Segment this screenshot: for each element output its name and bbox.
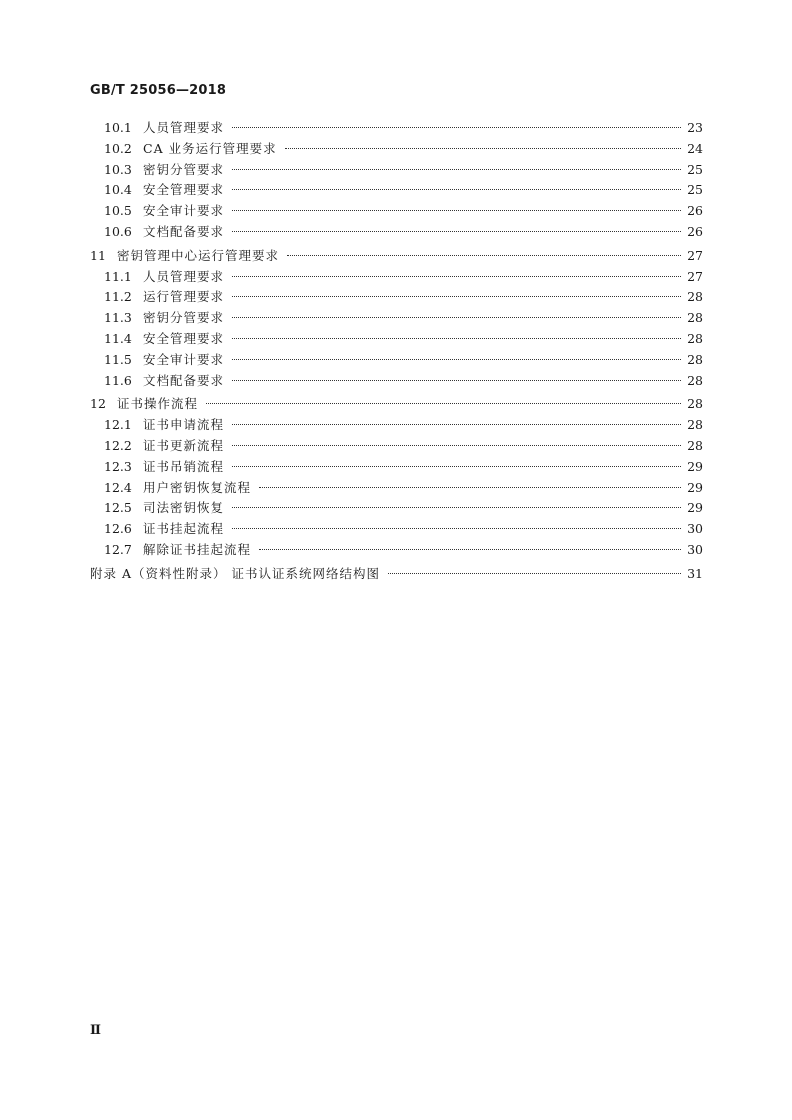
toc-entry-title: 司法密钥恢复 xyxy=(143,500,225,516)
dot-leader xyxy=(232,380,681,381)
toc-entry-title: 安全审计要求 xyxy=(143,203,225,219)
toc-entry[interactable] xyxy=(90,371,703,392)
dot-leader xyxy=(232,231,681,232)
dot-leader xyxy=(232,507,681,508)
toc-entry-title: 证书更新流程 xyxy=(143,437,225,453)
toc-entry-title: 人员管理要求 xyxy=(143,268,225,284)
toc-entry[interactable] xyxy=(90,308,703,329)
toc-entry[interactable] xyxy=(90,139,703,160)
dot-leader xyxy=(287,255,681,256)
dot-leader xyxy=(232,359,681,360)
toc-entry[interactable] xyxy=(90,540,703,561)
dot-leader xyxy=(232,210,681,211)
toc-entry-page: 28 xyxy=(687,351,703,367)
toc-entry-number: 10.6 xyxy=(104,223,132,239)
toc-entry-number: 11.2 xyxy=(104,289,132,305)
toc-entry-number: 10.3 xyxy=(104,161,132,177)
toc-entry-page: 25 xyxy=(687,182,703,198)
toc-entry-page: 28 xyxy=(687,437,703,453)
toc-entry[interactable] xyxy=(90,436,703,457)
toc-entry-page: 24 xyxy=(687,140,703,156)
toc-entry-page: 31 xyxy=(687,565,703,581)
toc-entry[interactable] xyxy=(90,118,703,139)
toc-entry[interactable] xyxy=(90,415,703,436)
toc-entry-title: 密钥分管要求 xyxy=(143,310,225,326)
doc-id: GB/T 25056—2018 xyxy=(90,83,227,98)
dot-leader xyxy=(232,276,681,277)
toc-entry-page: 26 xyxy=(687,223,703,239)
toc-entry[interactable] xyxy=(90,394,703,415)
toc-entry-number: 12.3 xyxy=(104,458,132,474)
toc-entry-number: 10.5 xyxy=(104,203,132,219)
toc-entry[interactable] xyxy=(90,222,703,243)
toc-entry-title: 文档配备要求 xyxy=(143,372,225,388)
toc-entry-page: 27 xyxy=(687,268,703,284)
toc-entry[interactable] xyxy=(90,180,703,201)
toc-entry-title: 解除证书挂起流程 xyxy=(143,541,252,557)
toc-entry-number: 12.7 xyxy=(104,541,132,557)
toc-entry-number: 12.5 xyxy=(104,500,132,516)
toc-entry-number: 11.1 xyxy=(104,268,132,284)
toc-entry-number: 10.4 xyxy=(104,182,132,198)
dot-leader xyxy=(388,573,681,574)
toc-entry[interactable] xyxy=(90,329,703,350)
dot-leader xyxy=(232,169,681,170)
toc-entry-page: 29 xyxy=(687,458,703,474)
toc-entry-page: 30 xyxy=(687,541,703,557)
dot-leader xyxy=(232,338,681,339)
dot-leader xyxy=(232,317,681,318)
toc-entry[interactable] xyxy=(90,267,703,288)
toc-entry[interactable] xyxy=(90,160,703,181)
toc-entry-number: 10.1 xyxy=(104,120,132,135)
toc-entry-page: 28 xyxy=(687,310,703,326)
toc-entry-title: 附录 A（资料性附录） 证书认证系统网络结构图 xyxy=(90,565,380,581)
toc-entry[interactable] xyxy=(90,457,703,478)
toc-entry-page: 28 xyxy=(687,289,703,305)
toc-entry-title: 安全管理要求 xyxy=(143,182,225,198)
toc-entry-number: 11.6 xyxy=(104,372,132,388)
dot-leader xyxy=(232,445,681,446)
toc-entry-title: 安全审计要求 xyxy=(143,351,225,367)
toc-entry-number: 12.1 xyxy=(104,417,132,433)
toc-entry[interactable] xyxy=(90,350,703,371)
toc-entry[interactable] xyxy=(90,246,703,267)
toc-entry[interactable] xyxy=(90,287,703,308)
dot-leader xyxy=(232,528,681,529)
toc-entry-page: 27 xyxy=(687,247,703,263)
toc-entry-title: 文档配备要求 xyxy=(143,223,225,239)
toc-entry-number: 10.2 xyxy=(104,140,132,156)
toc-entry-page: 28 xyxy=(687,330,703,346)
dot-leader xyxy=(206,403,681,404)
dot-leader xyxy=(259,549,681,550)
toc-entry-number: 12.6 xyxy=(104,521,132,537)
toc-entry[interactable] xyxy=(90,519,703,540)
toc-entry-page: 29 xyxy=(687,500,703,516)
toc-entry-title: 人员管理要求 xyxy=(143,120,225,135)
table-of-contents xyxy=(90,118,703,585)
toc-entry-title: 证书吊销流程 xyxy=(143,458,225,474)
toc-entry-number: 11.4 xyxy=(104,330,132,346)
toc-entry-title: 密钥管理中心运行管理要求 xyxy=(117,247,280,263)
dot-leader xyxy=(232,296,681,297)
toc-entry-number: 11.5 xyxy=(104,351,132,367)
toc-entry-number: 11 xyxy=(90,247,106,263)
toc-entry[interactable] xyxy=(90,498,703,519)
toc-entry-title: 用户密钥恢复流程 xyxy=(143,479,252,495)
toc-entry-number: 11.3 xyxy=(104,310,132,326)
toc-entry[interactable] xyxy=(90,478,703,499)
toc-entry-number: 12.4 xyxy=(104,479,132,495)
toc-entry[interactable] xyxy=(90,201,703,222)
dot-leader xyxy=(259,487,681,488)
document-header xyxy=(90,83,226,98)
toc-entry-title: 密钥分管要求 xyxy=(143,161,225,177)
dot-leader xyxy=(232,189,681,190)
toc-entry-number: 12.2 xyxy=(104,437,132,453)
toc-entry-title: CA 业务运行管理要求 xyxy=(143,140,277,156)
toc-entry-page: 23 xyxy=(687,120,703,135)
dot-leader xyxy=(285,148,682,149)
toc-entry[interactable] xyxy=(90,564,703,585)
toc-entry-title: 证书操作流程 xyxy=(117,396,199,412)
toc-entry-page: 25 xyxy=(687,161,703,177)
page-numeral: Ⅱ xyxy=(90,1023,101,1038)
toc-entry-title: 证书挂起流程 xyxy=(143,521,225,537)
toc-entry-number: 12 xyxy=(90,396,106,412)
toc-entry-page: 28 xyxy=(687,372,703,388)
page-footer xyxy=(90,1023,101,1038)
dot-leader xyxy=(232,466,681,467)
toc-entry-page: 26 xyxy=(687,203,703,219)
toc-entry-title: 运行管理要求 xyxy=(143,289,225,305)
toc-entry-page: 30 xyxy=(687,521,703,537)
toc-entry-page: 29 xyxy=(687,479,703,495)
dot-leader xyxy=(232,424,681,425)
toc-entry-title: 证书申请流程 xyxy=(143,417,225,433)
dot-leader xyxy=(232,127,681,128)
toc-entry-page: 28 xyxy=(687,417,703,433)
toc-entry-title: 安全管理要求 xyxy=(143,330,225,346)
toc-entry-page: 28 xyxy=(687,396,703,412)
